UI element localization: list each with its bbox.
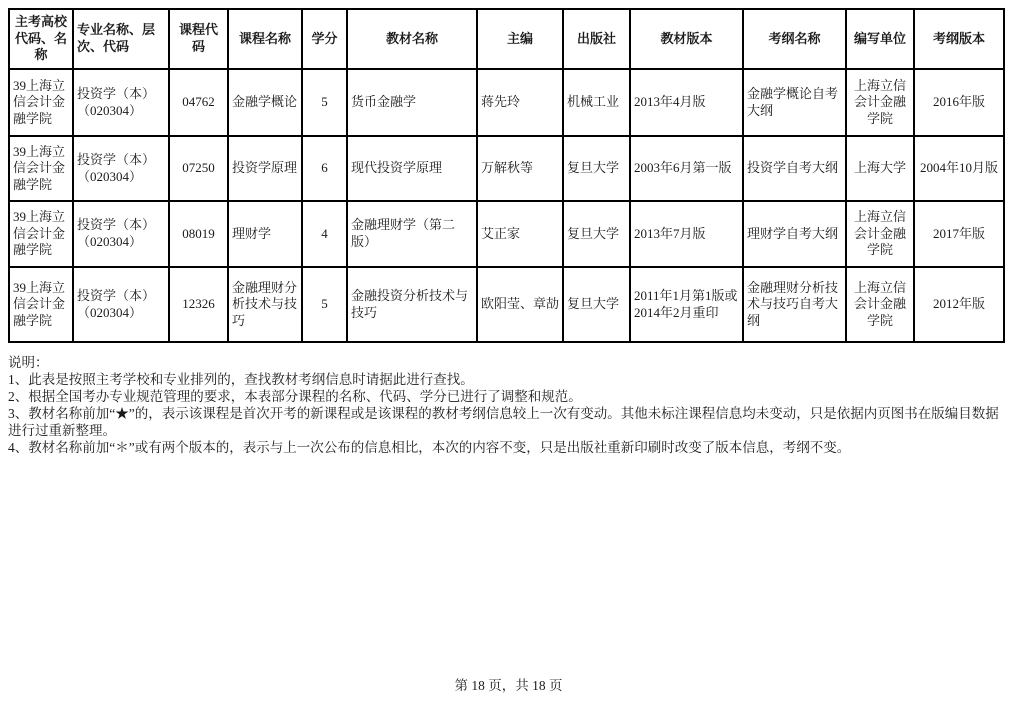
table-cell: 投资学（本）（020304）: [73, 69, 169, 136]
table-head: [9, 9, 1004, 69]
note-item: 4、教材名称前加“＊”或有两个版本的，表示与上一次公布的信息相比，本次的内容不变，只是出版社重新印刷时改变了版本信息，考纲不变。: [8, 440, 851, 455]
table-row: [9, 267, 1004, 342]
table-cell: 金融理财学（第二版）: [347, 201, 477, 267]
notes-section: [8, 354, 1010, 456]
table-cell: 蒋先玲: [477, 69, 563, 136]
page-number: 第 18 页，共 18 页: [454, 678, 563, 693]
table-cell: 金融理财分析技术与技巧自考大纲: [743, 267, 846, 342]
textbook-syllabus-table: [8, 8, 1005, 343]
table-cell: 艾正家: [477, 201, 563, 267]
table-cell: 投资学自考大纲: [743, 136, 846, 201]
column-header: 编写单位: [846, 9, 914, 69]
table-cell: 投资学原理: [228, 136, 302, 201]
table-cell: 复旦大学: [563, 267, 630, 342]
notes-list: [8, 371, 1010, 456]
table-cell: 6: [302, 136, 347, 201]
note-item: 1、此表是按照主考学校和专业排列的，查找教材考纲信息时请据此进行查找。: [8, 372, 474, 387]
table-cell: 2003年6月第一版: [630, 136, 743, 201]
table-cell: 39上海立信会计金融学院: [9, 69, 73, 136]
column-header: 出版社: [563, 9, 630, 69]
table-cell: 金融学概论: [228, 69, 302, 136]
table-cell: 投资学（本）（020304）: [73, 267, 169, 342]
table-cell: 07250: [169, 136, 228, 201]
table-row: [9, 136, 1004, 201]
table-cell: 理财学: [228, 201, 302, 267]
table-cell: 39上海立信会计金融学院: [9, 136, 73, 201]
table-cell: 上海立信会计金融学院: [846, 201, 914, 267]
column-header: 教材名称: [347, 9, 477, 69]
column-header: 主编: [477, 9, 563, 69]
table-cell: 现代投资学原理: [347, 136, 477, 201]
table-cell: 5: [302, 267, 347, 342]
table-cell: 2012年版: [914, 267, 1004, 342]
table-cell: 5: [302, 69, 347, 136]
table-cell: 上海大学: [846, 136, 914, 201]
table-cell: 理财学自考大纲: [743, 201, 846, 267]
table-cell: 2013年4月版: [630, 69, 743, 136]
table-cell: 2013年7月版: [630, 201, 743, 267]
column-header: 课程名称: [228, 9, 302, 69]
table-cell: 39上海立信会计金融学院: [9, 201, 73, 267]
table-cell: 2004年10月版: [914, 136, 1004, 201]
table-cell: 2017年版: [914, 201, 1004, 267]
table-cell: 投资学（本）（020304）: [73, 136, 169, 201]
table-cell: 39上海立信会计金融学院: [9, 267, 73, 342]
table-cell: 金融投资分析技术与技巧: [347, 267, 477, 342]
table-cell: 金融学概论自考大纲: [743, 69, 846, 136]
note-item: 3、教材名称前加“★”的，表示该课程是首次开考的新课程或是该课程的教材考纲信息较上一次有变动。其他未标注课程信息均未变动，只是依据内页图书在版编目数据进行过重新整理。: [8, 406, 999, 438]
column-header: 主考高校代码、名称: [9, 9, 73, 69]
column-header: 考纲版本: [914, 9, 1004, 69]
table-header-row: [9, 9, 1004, 69]
table-cell: 货币金融学: [347, 69, 477, 136]
note-item: 2、根据全国考办专业规范管理的要求，本表部分课程的名称、代码、学分已进行了调整和规范。: [8, 389, 582, 404]
table-cell: 复旦大学: [563, 136, 630, 201]
table-row: [9, 69, 1004, 136]
table-cell: 2016年版: [914, 69, 1004, 136]
table-body: [9, 69, 1004, 342]
table-cell: 复旦大学: [563, 201, 630, 267]
table-cell: 上海立信会计金融学院: [846, 69, 914, 136]
table-cell: 万解秋等: [477, 136, 563, 201]
table-cell: 欧阳莹、章劼: [477, 267, 563, 342]
table-cell: 投资学（本）（020304）: [73, 201, 169, 267]
column-header: 学分: [302, 9, 347, 69]
table-cell: 08019: [169, 201, 228, 267]
table-cell: 机械工业: [563, 69, 630, 136]
table-row: [9, 201, 1004, 267]
column-header: 教材版本: [630, 9, 743, 69]
table-cell: 上海立信会计金融学院: [846, 267, 914, 342]
table-cell: 12326: [169, 267, 228, 342]
table-cell: 金融理财分析技术与技巧: [228, 267, 302, 342]
column-header: 课程代码: [169, 9, 228, 69]
table-cell: 04762: [169, 69, 228, 136]
table-cell: 4: [302, 201, 347, 267]
column-header: 专业名称、层次、代码: [73, 9, 169, 69]
column-header: 考纲名称: [743, 9, 846, 69]
table-cell: 2011年1月第1版或2014年2月重印: [630, 267, 743, 342]
notes-title: 说明：: [8, 355, 49, 370]
